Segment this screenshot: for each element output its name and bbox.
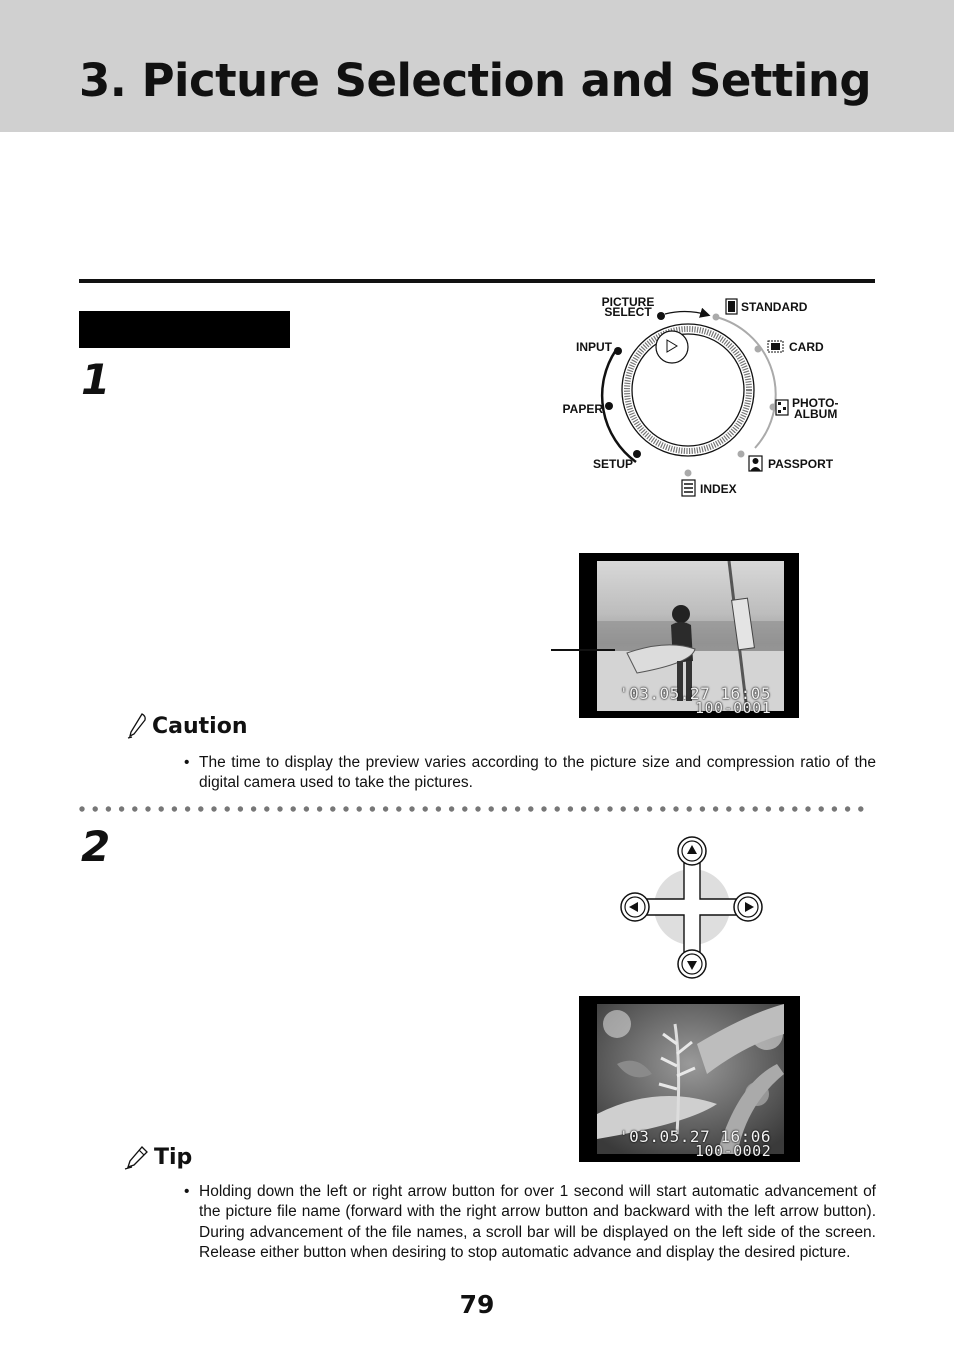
tip-bullet: • [184,1183,190,1200]
separator-dot [423,806,428,811]
preview-1-date: '03.05.27 16:05 [619,684,771,703]
paper-label: PAPER [562,402,603,416]
separator-dot [726,806,731,811]
separator-dot [79,806,84,811]
dial-select-arrow [665,312,708,315]
setup-label: SETUP [592,457,633,471]
page-title: 3. Picture Selection and Setting [79,54,872,107]
separator-dot [436,806,441,811]
page-number: 79 [459,1290,495,1319]
section-label-bar [79,311,290,348]
separator-dot [739,806,744,811]
caution-label: Caution [152,713,248,739]
separator-dot [304,806,309,811]
separator-dot [132,806,137,811]
separator-dot [409,806,414,811]
separator-dot [621,806,626,811]
separator-dot [277,806,282,811]
pencil-icon [126,712,148,740]
separator-dot [713,806,718,811]
preview-2-file-number: 100-0002 [695,1142,772,1160]
mode-dial-illustration [540,290,860,505]
separator-dot [145,806,150,811]
separator-dot [238,806,243,811]
separator-dot [700,806,705,811]
separator-dot [489,806,494,811]
separator-dot [673,806,678,811]
separator-dot [370,806,375,811]
separator-dot [172,806,177,811]
separator-dot [766,806,771,811]
passport-dot [738,451,745,458]
step-number-2: 2 [81,822,111,871]
up-arrow-button [678,837,706,865]
section-rule [79,279,875,283]
picture-select-label-2: SELECT [604,305,652,319]
standard-dot [713,314,720,321]
separator-dot [502,806,507,811]
separator-dot [541,806,546,811]
tip-label: Tip [154,1144,193,1170]
preview-2-date: '03.05.27 16:06 [619,1127,771,1146]
separator-dot [225,806,230,811]
separator-dot [528,806,533,811]
separator-dot [687,806,692,811]
card-dot [755,346,762,353]
index-dot [685,470,692,477]
separator-dot [383,806,388,811]
separator-dot [449,806,454,811]
tip-heading [124,1143,192,1171]
separator-dot [819,806,824,811]
tip-item [184,1182,876,1264]
separator-dot [634,806,639,811]
caution-heading [126,712,248,740]
caution-bullet: • [184,754,190,771]
photo-album-label-2: ALBUM [794,407,838,421]
photo-album-icon [776,400,788,415]
separator-dot [858,806,863,811]
separator-dot [607,806,612,811]
caution-item [184,753,876,795]
separator-dot [594,806,599,811]
left-arrow-button [621,893,649,921]
separator-dot [660,806,665,811]
pencil-icon [124,1143,150,1171]
separator-dot [93,806,98,811]
separator-dot [264,806,269,811]
separator-dot [515,806,520,811]
input-dot [614,347,622,355]
separator-dot [357,806,362,811]
page-header [0,0,954,132]
separator-dot [106,806,111,811]
preview-1-file-number: 100-0001 [695,699,772,717]
preview-screen-2 [579,996,800,1162]
separator-dot [317,806,322,811]
separator-dot [396,806,401,811]
paper-dot [605,402,613,410]
down-arrow-button [678,950,706,978]
separator-dot [647,806,652,811]
photo-album-label: PHOTO- [792,396,839,410]
separator-dot [185,806,190,811]
dotted-separator [79,805,879,813]
card-label: CARD [789,340,824,354]
separator-dot [555,806,560,811]
separator-dot [343,806,348,811]
separator-dot [251,806,256,811]
separator-dot [805,806,810,811]
arrow-pad-illustration [612,830,772,980]
index-label: INDEX [700,482,737,496]
dial-pointer-knob [656,331,688,363]
separator-dot [119,806,124,811]
picture-select-dot [657,312,665,320]
setup-dot [633,450,641,458]
input-label: INPUT [576,340,612,354]
standard-label: STANDARD [741,300,808,314]
separator-dot [568,806,573,811]
preview-screen-1 [579,553,799,718]
caution-text: The time to display the preview varies according to the picture size and compression ratio of the digital camera used to take the pictures. [199,754,876,792]
step-number-1: 1 [81,355,111,404]
separator-dot [159,806,164,811]
separator-dot [475,806,480,811]
separator-dot [832,806,837,811]
separator-dot [845,806,850,811]
passport-label: PASSPORT [768,457,834,471]
right-arrow-button [734,893,762,921]
separator-dot [462,806,467,811]
tip-text: Holding down the left or right arrow button for over 1 second will start automatic advancement of the picture file name (forward with the right arrow button and backward with the left arrow button). During advancement of the file names, a scroll bar will be displayed on the left side of the screen. Release either button when desiring to stop automatic advance and display the desired picture. [199,1183,876,1261]
separator-dot [753,806,758,811]
separator-dot [792,806,797,811]
leader-line [551,649,615,651]
separator-dot [779,806,784,811]
picture-select-label: PICTURE [601,295,655,309]
separator-dot [581,806,586,811]
separator-dot [330,806,335,811]
separator-dot [211,806,216,811]
separator-dot [291,806,296,811]
separator-dot [198,806,203,811]
